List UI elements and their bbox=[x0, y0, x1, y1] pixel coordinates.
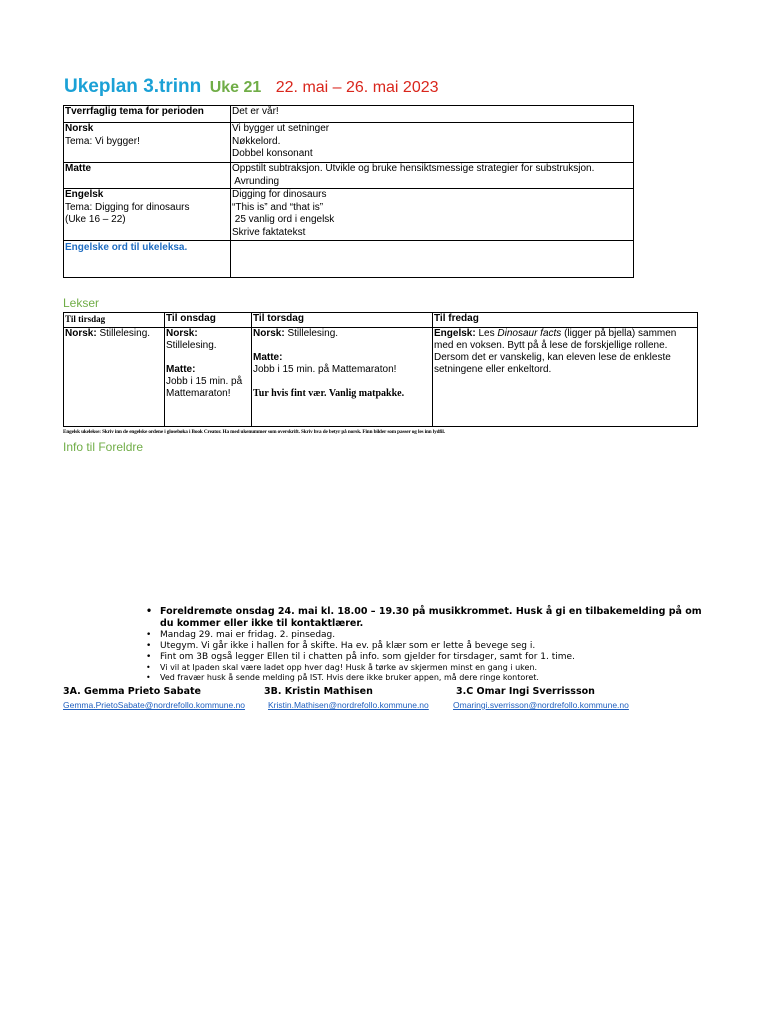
bullet-icon: • bbox=[146, 672, 151, 682]
english-homework-note: Engelsk ukelekse: Skriv inn de engelske ordene i glosebøka i Book Creator. Ha med ukenummer som overskrift. Skriv hva de betyr på norsk. Finn bilder som passer og les inn lydfil. bbox=[63, 429, 445, 435]
page-title bbox=[64, 76, 439, 98]
info-item: • Utegym. Vi går ikke i hallen for å skifte. Ha ev. på klær som er lette å bevege seg i. bbox=[146, 641, 536, 651]
trip-note: Tur hvis fint vær. Vanlig matpakke. bbox=[253, 388, 405, 399]
week-label: Uke 21 bbox=[209, 79, 262, 96]
header-wed: Til onsdag bbox=[165, 313, 252, 328]
bullet-icon: • bbox=[146, 663, 151, 672]
plan-title: Ukeplan 3.trinn bbox=[64, 76, 202, 97]
bullet-icon: • bbox=[146, 641, 152, 651]
plan-row bbox=[64, 241, 634, 278]
plan-subject-cell: Engelsk Tema: Digging for dinosaurs (Uke 16 – 22) bbox=[64, 189, 231, 241]
hw-fri: Engelsk: Les Dinosaur facts (ligger på bjella) sammen med en voksen. Bytt på å lese de forskjellige rollene. Dersom det er vanskelig, kan eleven lese de enkleste setningene eller enkeltord. bbox=[433, 328, 698, 427]
header-tue: Til tirsdag bbox=[64, 313, 165, 328]
plan-row bbox=[64, 123, 634, 163]
plan-content-cell: Oppstilt subtraksjon. Utvikle og bruke hensiktsmessige strategier for substruksjon. Avrunding bbox=[231, 163, 634, 189]
plan-row bbox=[64, 163, 634, 189]
bullet-icon: • bbox=[146, 630, 152, 640]
plan-content-cell: Vi bygger ut setninger Nøkkelord. Dobbel konsonant bbox=[231, 123, 634, 163]
plan-row bbox=[64, 106, 634, 123]
hw-thu: Norsk: Stillelesing. Matte: Jobb i 15 min. på Mattemaraton! Tur hvis fint vær. Vanlig matpakke. bbox=[252, 328, 433, 427]
plan-table bbox=[63, 105, 634, 278]
info-item: • Vi vil at Ipaden skal være ladet opp hver dag! Husk å tørke av skjermen minst en gang i uken. bbox=[146, 663, 538, 672]
info-list bbox=[146, 606, 706, 682]
header-fri: Til fredag bbox=[433, 313, 698, 328]
info-heading: Info til Foreldre bbox=[63, 440, 144, 454]
homework-table bbox=[63, 312, 698, 427]
plan-subject-cell: Engelske ord til ukeleksa. bbox=[64, 241, 231, 278]
teacher-3b: 3B. Kristin Mathisen bbox=[264, 686, 373, 697]
email-3c-link[interactable]: Omaringi.sverrisson@nordrefollo.kommune.no bbox=[453, 700, 629, 710]
plan-row bbox=[64, 189, 634, 241]
plan-content-cell: Det er vår! bbox=[231, 106, 634, 123]
teacher-3c: 3.C Omar Ingi Sverrissson bbox=[456, 686, 595, 697]
bullet-icon: • bbox=[146, 606, 153, 617]
email-3a-link[interactable]: Gemma.PrietoSabate@nordrefollo.kommune.no bbox=[63, 700, 246, 710]
plan-subject-cell: Norsk Tema: Vi bygger! bbox=[64, 123, 231, 163]
email-3b-link[interactable]: Kristin.Mathisen@nordrefollo.kommune.no bbox=[268, 700, 429, 710]
info-item: • Mandag 29. mai er fridag. 2. pinsedag. bbox=[146, 630, 336, 640]
header-thu: Til torsdag bbox=[252, 313, 433, 328]
bullet-icon: • bbox=[146, 652, 152, 662]
plan-subject-cell: Tverrfaglig tema for perioden bbox=[64, 106, 231, 123]
teacher-3a: 3A. Gemma Prieto Sabate bbox=[63, 686, 201, 697]
hw-wed: Norsk: Stillelesing. Matte: Jobb i 15 min. på Mattemaraton! bbox=[165, 328, 252, 427]
info-item: • Ved fravær husk å sende melding på IST. Hvis dere ikke bruker appen, må dere ringe kontoret. bbox=[146, 672, 539, 682]
plan-content-cell bbox=[231, 241, 634, 278]
info-item: • Fint om 3B også legger Ellen til i chatten på info. som gjelder for tirsdager, samt for 1. time. bbox=[146, 652, 575, 662]
plan-subject-cell: Matte bbox=[64, 163, 231, 189]
plan-content-cell: Digging for dinosaurs “This is” and “that is” 25 vanlig ord i engelsk Skrive faktatekst bbox=[231, 189, 634, 241]
hw-tue: Norsk: Stillelesing. bbox=[64, 328, 165, 427]
date-range: 22. mai – 26. mai 2023 bbox=[275, 79, 439, 96]
info-item: • Foreldremøte onsdag 24. mai kl. 18.00 – 19.30 på musikkrommet. Husk å gi en tilbakemelding på om du kommer eller ikke til kontaktlærer. bbox=[146, 606, 702, 629]
lekser-heading: Lekser bbox=[63, 296, 100, 310]
